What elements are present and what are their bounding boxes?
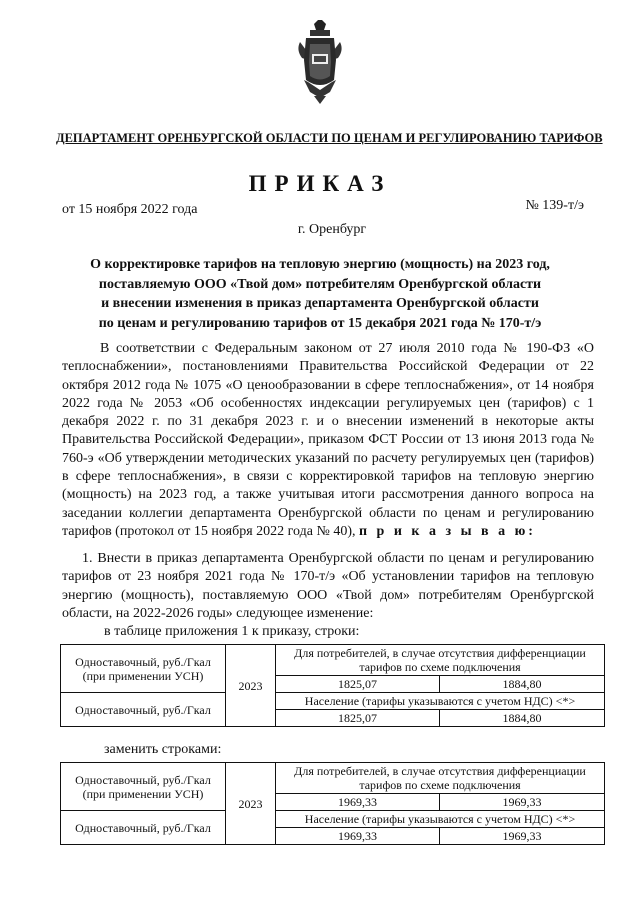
item-1-paragraph: 1. Внести в приказ департамента Оренбургской области по ценам и регулированию тарифов от 23 ноября 2021 года № 170-т/э «Об установлении тарифов на тепловую энергию (мощность), поставляемую ООО «Твой дом» потребителям Оренбургской области, на 2022-2026 годы» следующее изменение: xyxy=(62,551,594,621)
group-header-consumers: Для потребителей, в случае отсутствия дифференциации тарифов по схеме подключения xyxy=(276,763,605,794)
tariff-value: 1969,33 xyxy=(440,794,605,811)
document-type-title: ПРИКАЗ xyxy=(248,171,392,196)
group-header-consumers: Для потребителей, в случае отсутствия дифференциации тарифов по схеме подключения xyxy=(276,645,605,676)
table-intro-text: в таблице приложения 1 к приказу, строки: xyxy=(104,624,360,639)
coat-of-arms-emblem xyxy=(296,20,344,104)
department-name: ДЕПАРТАМЕНТ ОРЕНБУРГСКОЙ ОБЛАСТИ ПО ЦЕНАМ И РЕГУЛИРОВАНИЮ ТАРИФОВ xyxy=(56,131,603,145)
row-label-usn: Одноставочный, руб./Гкал (при применении УСН) xyxy=(61,763,226,811)
subject-line: О корректировке тарифов на тепловую энергию (мощность) на 2023 год, xyxy=(90,257,550,272)
tariff-value: 1969,33 xyxy=(276,828,440,845)
tariff-value: 1825,07 xyxy=(276,676,440,693)
tariff-value: 1969,33 xyxy=(440,828,605,845)
year-cell: 2023 xyxy=(226,645,276,727)
row-label-single-rate: Одноставочный, руб./Гкал xyxy=(61,693,226,727)
new-tariff-table xyxy=(60,762,605,845)
order-number: № 139-т/э xyxy=(525,198,584,213)
order-word: п р и к а з ы в а ю: xyxy=(358,523,536,539)
preamble-paragraph xyxy=(62,340,594,541)
subject-line: по ценам и регулированию тарифов от 15 декабря 2021 года № 170-т/э xyxy=(98,315,542,331)
tariff-value: 1884,80 xyxy=(440,676,605,693)
group-header-population: Население (тарифы указываются с учетом НДС) <*> xyxy=(276,693,605,710)
year-cell: 2023 xyxy=(226,763,276,845)
order-subject xyxy=(40,255,600,333)
preamble-text: В соответствии с Федеральным законом от 27 июля 2010 года № 190-ФЗ «О теплоснабжении», постановлениями Правительства Российской Федерации от 22 октября 2012 года № 1075 «О ценообразовании в сфере теплоснабжения», от 14 ноября 2022 года № 2053 «Об особенностях индексации регулируемых цен (тарифов) с 1 декабря 2022 г. по 31 декабря 2023 г. и о внесении изменений в некоторые акты Правительства Российской Федерации», приказом ФСТ России от 13 июня 2013 года № 760-э «Об утверждении методических указаний по расчету регулируемых цен (тарифов) в сфере теплоснабжения», в связи с корректировкой тарифов на тепловую энергию (мощность) на 2023 год, а также учитывая итоги рассмотрения данного вопроса на заседании коллегии департамента Оренбургской области по ценам и регулированию тарифов (протокол от 15 ноября 2022 года № 40), xyxy=(62,341,594,539)
tariff-value: 1825,07 xyxy=(276,710,440,727)
group-header-population: Население (тарифы указываются с учетом НДС) <*> xyxy=(276,811,605,828)
row-label-usn: Одноставочный, руб./Гкал (при применении УСН) xyxy=(61,645,226,693)
subject-line: и внесении изменения в приказ департамента Оренбургской области xyxy=(101,296,539,311)
row-label-single-rate: Одноставочный, руб./Гкал xyxy=(61,811,226,845)
order-date: от 15 ноября 2022 года xyxy=(62,202,198,217)
subject-line: поставляемую ООО «Твой дом» потребителям Оренбургской области xyxy=(98,276,542,292)
replace-intro-text: заменить строками: xyxy=(104,742,222,757)
old-tariff-table xyxy=(60,644,605,727)
tariff-value: 1969,33 xyxy=(276,794,440,811)
tariff-value: 1884,80 xyxy=(440,710,605,727)
order-city: г. Оренбург xyxy=(297,222,367,237)
